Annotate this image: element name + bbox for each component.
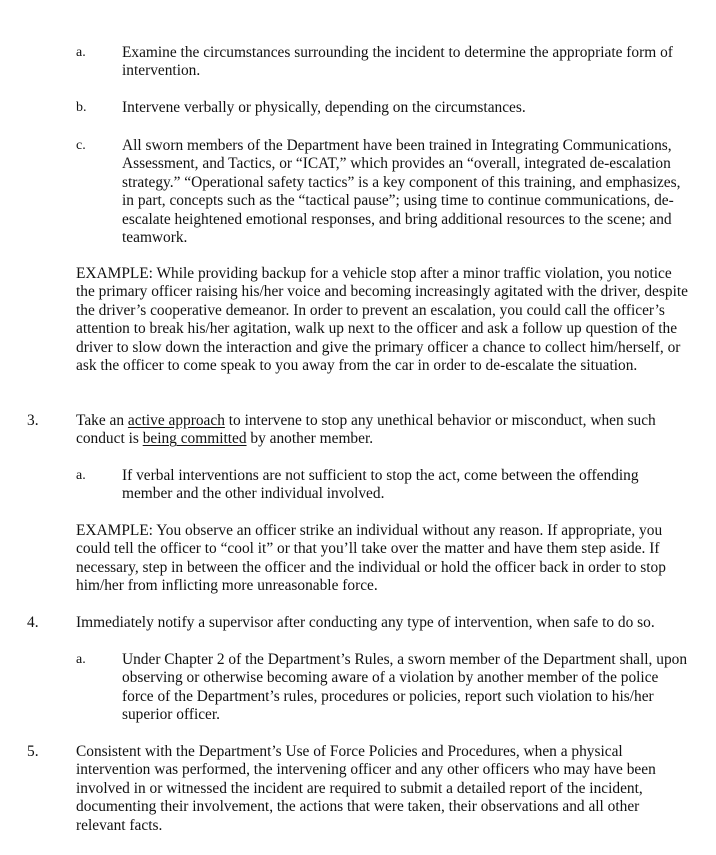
item-number: 3. — [27, 412, 39, 429]
item-text — [76, 412, 686, 449]
item-text: Consistent with the Department’s Use of Force Policies and Procedures, when a physical intervention was performed, the intervening officer and any other officers who may have been involved in or witnessed the incident are required to submit a detailed report of the incident, documenting their involvement, the actions that were taken, their observations and all other relevant facts. — [76, 743, 656, 834]
item-text-part: to intervene to stop any unethical behavior or misconduct, when such conduct is — [76, 412, 656, 448]
sub-item-text: Intervene verbally or physically, depending on the circumstances. — [122, 99, 526, 116]
sub-item-text: If verbal interventions are not sufficient to stop the act, come between the offending member and the other individual involved. — [122, 467, 639, 503]
sub-item-label: a. — [76, 468, 86, 483]
example-text: EXAMPLE: While providing backup for a vehicle stop after a minor traffic violation, you notice the primary officer raising his/her voice and becoming increasingly agitated with the driver, despite the driver’s cooperative demeanor. In order to prevent an escalation, you could call the officer’s attention to break his/her agitation, walk up next to the officer and ask a follow up question of the driver to slow down the interaction and give the primary officer a chance to collect him/herself, or ask the officer to come speak to you away from the car in order to de-escalate the situation. — [76, 265, 688, 375]
sub-item-text: Examine the circumstances surrounding the incident to determine the appropriate form of intervention. — [122, 44, 673, 80]
item-number: 5. — [27, 743, 39, 760]
item-text-part: Take an — [76, 412, 128, 429]
underlined-phrase-active-approach: active approach — [127, 412, 225, 429]
sub-item-label: a. — [76, 45, 86, 60]
sub-item-label: b. — [76, 100, 87, 115]
underlined-phrase-being-committed: being committed — [142, 430, 247, 448]
sub-item-text: All sworn members of the Department have been trained in Integrating Communications, Assessment, and Tactics, or “ICAT,” which provides an “overall, integrated de-escalation strategy.” “Operational safety tactics” is a key component of this training, and emphasizes, in part, concepts such as the “tactical pause”; using time to continue communications, de-escalate heightened emotional responses, and bring additional resources to the scene; and teamwork. — [122, 137, 681, 247]
sub-item-label: c. — [76, 138, 86, 153]
sub-item-label: a. — [76, 652, 86, 667]
item-text-part: by another member. — [246, 430, 374, 448]
example-text: EXAMPLE: You observe an officer strike an individual without any reason. If appropriate, you could tell the officer to “cool it” or that you’ll take over the matter and have them step aside. If necessary, step in between the officer and the individual or hold the officer back in order to stop him/her from inflicting more unreasonable force. — [76, 522, 666, 595]
sub-item-text: Under Chapter 2 of the Department’s Rules, a sworn member of the Department shall, upon observing or otherwise becoming aware of a violation by another member of the police force of the Department’s rules, procedures or policies, report such violation to his/her superior officer. — [122, 651, 688, 724]
item-text: Immediately notify a supervisor after conducting any type of intervention, when safe to do so. — [76, 614, 655, 631]
item-number: 4. — [27, 614, 39, 631]
